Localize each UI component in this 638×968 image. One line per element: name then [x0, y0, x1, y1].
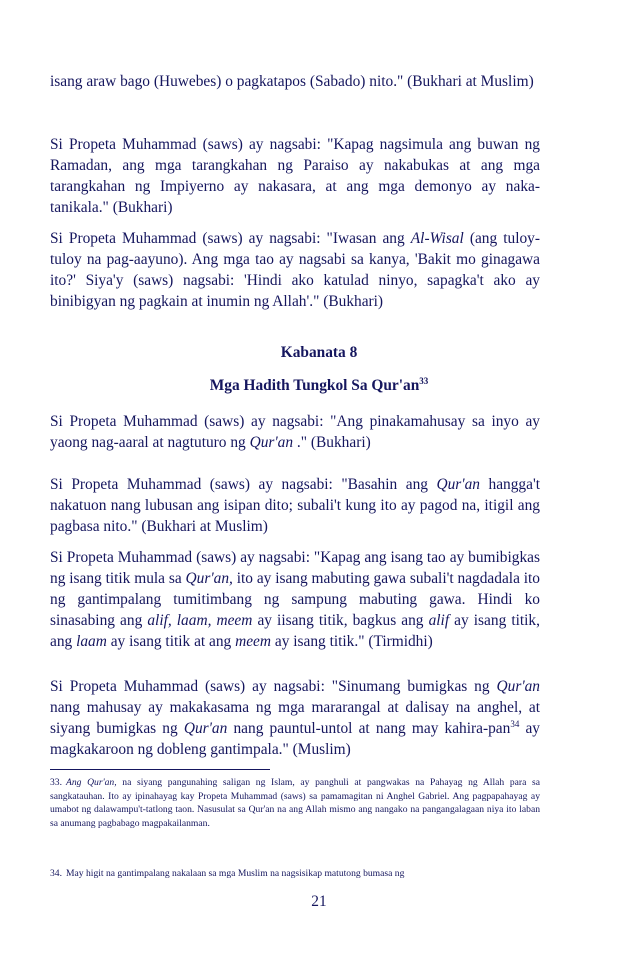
- paragraph-3: Si Propeta Muhammad (saws) ay nagsabi: "Iwasan ang Al-Wisal (ang tuloy-tuloy na pag-aayuno). Ang mga tao ay nagsabi sa kanya, 'Bakit mo ginagawa ito?' Siya'y (saws) nagsabi: 'Hindi ako katulad ninyo, sapagka't ako ay binibigyan ng pagkain at inumin ng Allah'." (Bukhari): [50, 230, 541, 310]
- paragraph-2: [50, 134, 540, 218]
- page-number: 21: [311, 893, 327, 910]
- paragraph-1-text: isang araw bago (Huwebes) o pagkatapos (Sabado) nito." (Bukhari at Muslim): [50, 73, 534, 90]
- paragraph-5: Si Propeta Muhammad (saws) ay nagsabi: "Basahin ang Qur'an hangga't nakatuon nang lubusan ang isipan dito; subali't kung ito ay pagod na, itigil ang pagbasa nito." (Bukhari at Muslim): [50, 476, 540, 535]
- footnote-33: 33. Ang Qur'an, na siyang pangunahing saligan ng Islam, ay panghuli at pangwakas na Pahayag ng Allah para sa sangkatauhan. Ito ay ipinahayag kay Propeta Muhammad (saws) sa pamamagitan ni Anghel Gabriel. Ang pagpapahayag ay umabot ng dalawampu't-tatlong taon. Nasusulat sa Qur'an na ang Allah mismo ang nangako na pangangalagaan niya ito laban sa anumang pagbabago magpakailanman.: [50, 777, 540, 829]
- al-wisal-term: Al-Wisal: [410, 230, 464, 247]
- footnote-divider: [50, 769, 270, 770]
- chapter-label: Kabanata 8: [280, 344, 358, 361]
- paragraph-4: Si Propeta Muhammad (saws) ay nagsabi: "Ang pinakamahusay sa inyo ay yaong nag-aaral at nagtuturo ng Qur'an ." (Bukhari): [50, 413, 540, 451]
- paragraph-2-text: Si Propeta Muhammad (saws) ay nagsabi: "Kapag nagsimula ang buwan ng Ramadan, ang mga tarangkahan ng Paraiso ay nakabukas at ang mga tarangkahan ng Impiyerno ay nakasara, at ang mga demonyo ay naka-tanikala." (Bukhari): [50, 136, 540, 216]
- footnote-34: 34. May higit na gantimpalang nakalaan sa mga Muslim na nagsisikap matutong bumasa ng: [50, 868, 405, 879]
- footnote-ref-33: 33: [419, 375, 429, 386]
- footnote-ref-34: 34: [510, 718, 520, 729]
- chapter-title: Mga Hadith Tungkol Sa $Qur'an^{33}$: [209, 375, 429, 394]
- paragraph-7: Si Propeta Muhammad (saws) ay nagsabi: "Sinumang bumigkas ng Qur'an nang mahusay ay makakasama ng mga mararangal at dalisay na anghel, at siyang bumigkas ng Qur'an nang pauntul-untol at nang may kahira-pan$^{34}$ ay magkakaroon ng dobleng gantimpala." (Muslim): [50, 678, 540, 758]
- paragraph-6: Si Propeta Muhammad (saws) ay nagsabi: "Kapag ang isang tao ay bumibigkas ng isang titik mula sa Qur'an, ito ay isang mabuting gawa subali't nagdadala ito ng gantimpalang tumitimbang ng sampung mabuting gawa. Hindi ko sinasabing ang alif, laam, meem ay iisang titik, bagkus ang alif ay isang titik, ang laam ay isang titik at ang meem ay isang titik." (Tirmidhi): [50, 549, 540, 650]
- paragraph-1: [50, 71, 540, 92]
